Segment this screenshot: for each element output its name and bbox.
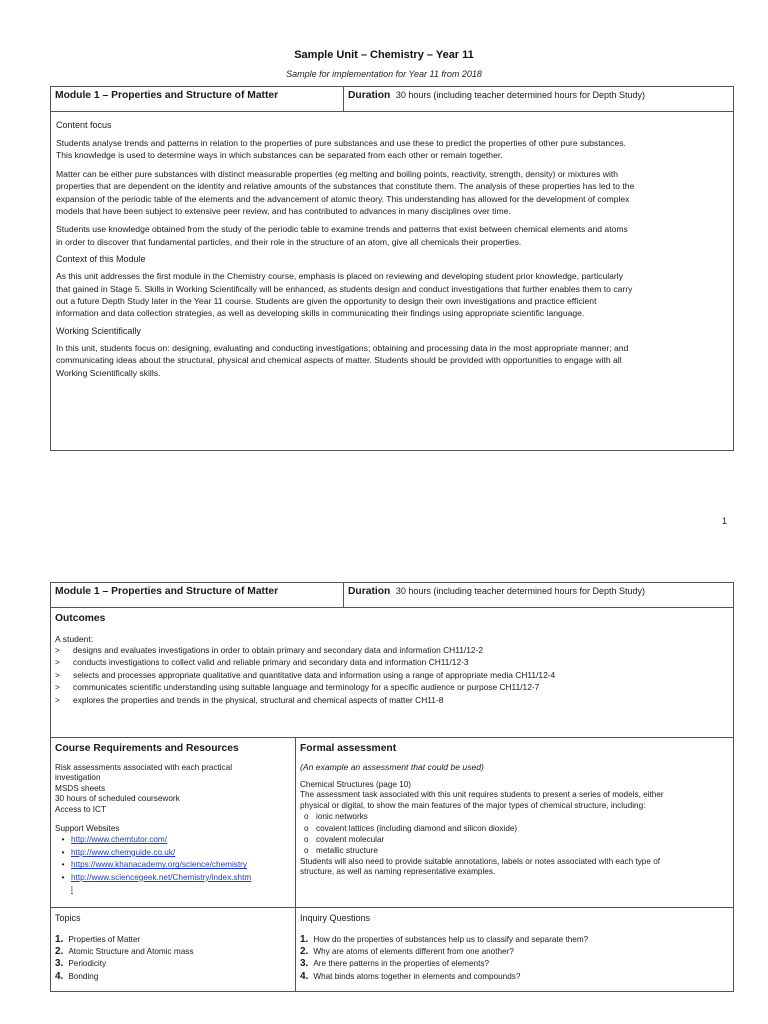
paragraph-line: In this unit, students focus on: designing, evaluating and conducting investigations; obtaining and processing data in the most appropriate manner; and [56, 342, 629, 353]
paragraph-line: Students analyse trends and patterns in relation to the properties of pure substances and use these to predict the properties of other pure substances. [56, 138, 626, 148]
sciencegeek-link-cont[interactable]: l [71, 885, 73, 895]
course-line: MSDS sheets [55, 783, 106, 793]
inquiry-cell [296, 908, 733, 992]
duration-label: Duration [348, 90, 391, 101]
sciencegeek-link[interactable]: http://www.sciencegeek.net/Chemistry/index.shtm [71, 872, 252, 882]
paragraph-line: Students use knowledge obtained from the study of the periodic table to examine trends and patterns that exist between chemical elements and atoms [56, 224, 628, 235]
paragraph-line: expansion of the periodic table of the elements and the advancement of atomic theory. This understanding has allowed for the development of complex [56, 193, 630, 204]
outcomes-section [51, 608, 733, 738]
paragraph-line: As this unit addresses the first module in the Chemistry course, emphasis is placed on reviewing and developing student prior knowledge, particularly [56, 271, 624, 282]
formal-assessment-heading: Formal assessment [300, 743, 397, 754]
formal-assessment-example: (An example an assessment that could be used) [300, 762, 484, 772]
module-title: Module 1 – Properties and Structure of Matter [51, 87, 344, 111]
question-item: 1. How do the properties of substances help us to classify and separate them? [300, 934, 589, 945]
link-item: • https://www.khanacademy.org/science/chemistry [61, 860, 247, 870]
assessment-line: The assessment task associated with this unit requires students to present a series of models, either [300, 790, 664, 800]
module-header-row [51, 583, 733, 608]
course-line: 30 hours of scheduled coursework [55, 794, 180, 804]
topic-item: 1. Properties of Matter [55, 934, 141, 945]
course-line: Risk assessments associated with each practical [55, 763, 233, 772]
paragraph-line: properties that are dependent on the identity and relative amounts of the substances that constitute them. The analysis of these properties has led to the [56, 181, 635, 192]
content-paragraph-3 [56, 223, 728, 248]
working-scientifically-heading: Working Scientifically [56, 325, 141, 336]
topics-heading: Topics [55, 913, 81, 923]
topics-cell [51, 908, 296, 992]
context-heading: Context of this Module [56, 254, 146, 265]
paragraph-line: Matter can be either pure substances with distinct measurable properties (eg melting and boiling points, reactivity, strength, density) or mixtures with [56, 168, 619, 179]
module-overview-box [50, 86, 734, 451]
course-requirements-cell [51, 738, 296, 907]
content-focus-heading: Content focus [56, 120, 112, 130]
context-paragraph [56, 270, 728, 320]
duration-value: 30 hours (including teacher determined hours for Depth Study) [395, 586, 645, 596]
outcomes-heading: Outcomes [55, 613, 106, 624]
link-item: • http://www.chemguide.co.uk/ [61, 847, 176, 857]
course-line: investigation [55, 773, 101, 783]
structure-item: o ionic networks [304, 812, 368, 822]
question-item: 3. Are there patterns in the properties of elements? [300, 958, 490, 970]
course-line: Access to ICT [55, 804, 106, 814]
formal-assessment-cell [296, 738, 733, 907]
chemguide-link[interactable]: http://www.chemguide.co.uk/ [71, 847, 176, 857]
document-subtitle: Sample for implementation for Year 11 from 2018 [286, 69, 482, 79]
assessment-line: Students will also need to provide suitable annotations, labels or notes associated with each type of [300, 856, 661, 866]
working-scientifically-paragraph [56, 342, 728, 379]
paragraph-line: in order to discover that fundamental particles, and their role in the structure of an atom, give all chemicals their properties. [56, 236, 522, 247]
topics-inquiry-row [51, 908, 733, 992]
course-requirements-list [55, 763, 291, 815]
outcome-item: > designs and evaluates investigations in order to obtain primary and secondary data and information CH11/12-2 [55, 645, 483, 655]
topic-item: 3. Periodicity [55, 958, 107, 970]
link-item: • http://www.sciencegeek.net/Chemistry/index.shtm [61, 872, 252, 882]
outcome-item: > communicates scientific understanding using suitable language and terminology for a specific audience or purpose CH11/12-7 [55, 682, 540, 693]
topic-item: 2. Atomic Structure and Atomic mass [55, 946, 194, 958]
duration-value: 30 hours (including teacher determined hours for Depth Study) [395, 90, 645, 100]
chemtutor-link[interactable]: http://www.chemtutor.com/ [71, 835, 168, 845]
question-item: 2. Why are atoms of elements different from one another? [300, 946, 514, 958]
paragraph-line: information and data collection strategies, as well as developing skills in communicating their findings using appropriate scientific language. [56, 308, 585, 319]
outcome-item: > selects and processes appropriate qualitative and quantitative data and information using a range of appropriate media CH11/12-4 [55, 669, 556, 680]
link-item: • http://www.chemtutor.com/ [61, 835, 168, 845]
module-title: Module 1 – Properties and Structure of Matter [51, 583, 344, 607]
outcomes-list [55, 644, 729, 706]
outcome-item: > explores the properties and trends in the physical, structural and chemical aspects of matter CH11-8 [55, 694, 444, 705]
content-paragraph-1 [56, 137, 728, 162]
assessment-description [300, 780, 729, 878]
course-requirements-heading: Course Requirements and Resources [55, 743, 239, 754]
chemical-structures-title: Chemical Structures (page 10) [300, 780, 412, 789]
paragraph-line: models that have been subject to extensive peer review, and has contributed to advances in many disciplines over time. [56, 206, 511, 217]
topics-list [55, 934, 291, 983]
support-websites-heading: Support Websites [55, 824, 120, 834]
khanacademy-link[interactable]: https://www.khanacademy.org/science/chemistry [71, 860, 247, 870]
a-student-label: A student: [55, 634, 94, 644]
structure-list [300, 811, 729, 857]
assessment-line: structure, as well as naming representative examples. [300, 867, 496, 877]
structure-item: o covalent molecular [304, 835, 385, 845]
support-websites-list [55, 834, 291, 896]
assessment-line: physical or digital, to show the main features of the major types of chemical structure, including: [300, 800, 646, 810]
duration-cell [344, 583, 733, 607]
duration-cell [344, 87, 733, 111]
question-item: 4. What binds atoms together in elements and compounds? [300, 970, 521, 982]
document-title: Sample Unit – Chemistry – Year 11 [294, 49, 474, 61]
paragraph-line: Working Scientifically skills. [56, 367, 161, 378]
inquiry-list [300, 934, 729, 983]
outcome-item: > conducts investigations to collect valid and reliable primary and secondary data and information CH11/12-3 [55, 657, 469, 668]
paragraph-line: communicating ideas about the structural, physical and chemical aspects of matter. Students should be provided with opportunities to engage with all [56, 355, 622, 366]
paragraph-line: out a future Depth Study later in the Year 11 course. Students are given the opportunity to design their own investigations and practice efficient [56, 296, 597, 307]
paragraph-line: that gained in Stage 5. Skills in Working Scientifically will be enhanced, as students design and conduct investigations that further enables them to carry [56, 283, 633, 294]
duration-label: Duration [348, 586, 391, 597]
inquiry-heading: Inquiry Questions [300, 913, 371, 923]
paragraph-line: This knowledge is used to determine ways in which substances can be separated from each other or remain together. [56, 150, 503, 161]
structure-item: o metallic structure [304, 846, 378, 856]
module-detail-box [50, 582, 734, 992]
module-header-row [51, 87, 733, 112]
requirements-assessment-row [51, 738, 733, 908]
link-item [55, 884, 291, 896]
structure-item: o covalent lattices (including diamond and silicon dioxide) [304, 823, 518, 833]
content-paragraph-2 [56, 168, 728, 218]
page-number: 1 [722, 516, 728, 526]
topic-item: 4. Bonding [55, 970, 99, 982]
